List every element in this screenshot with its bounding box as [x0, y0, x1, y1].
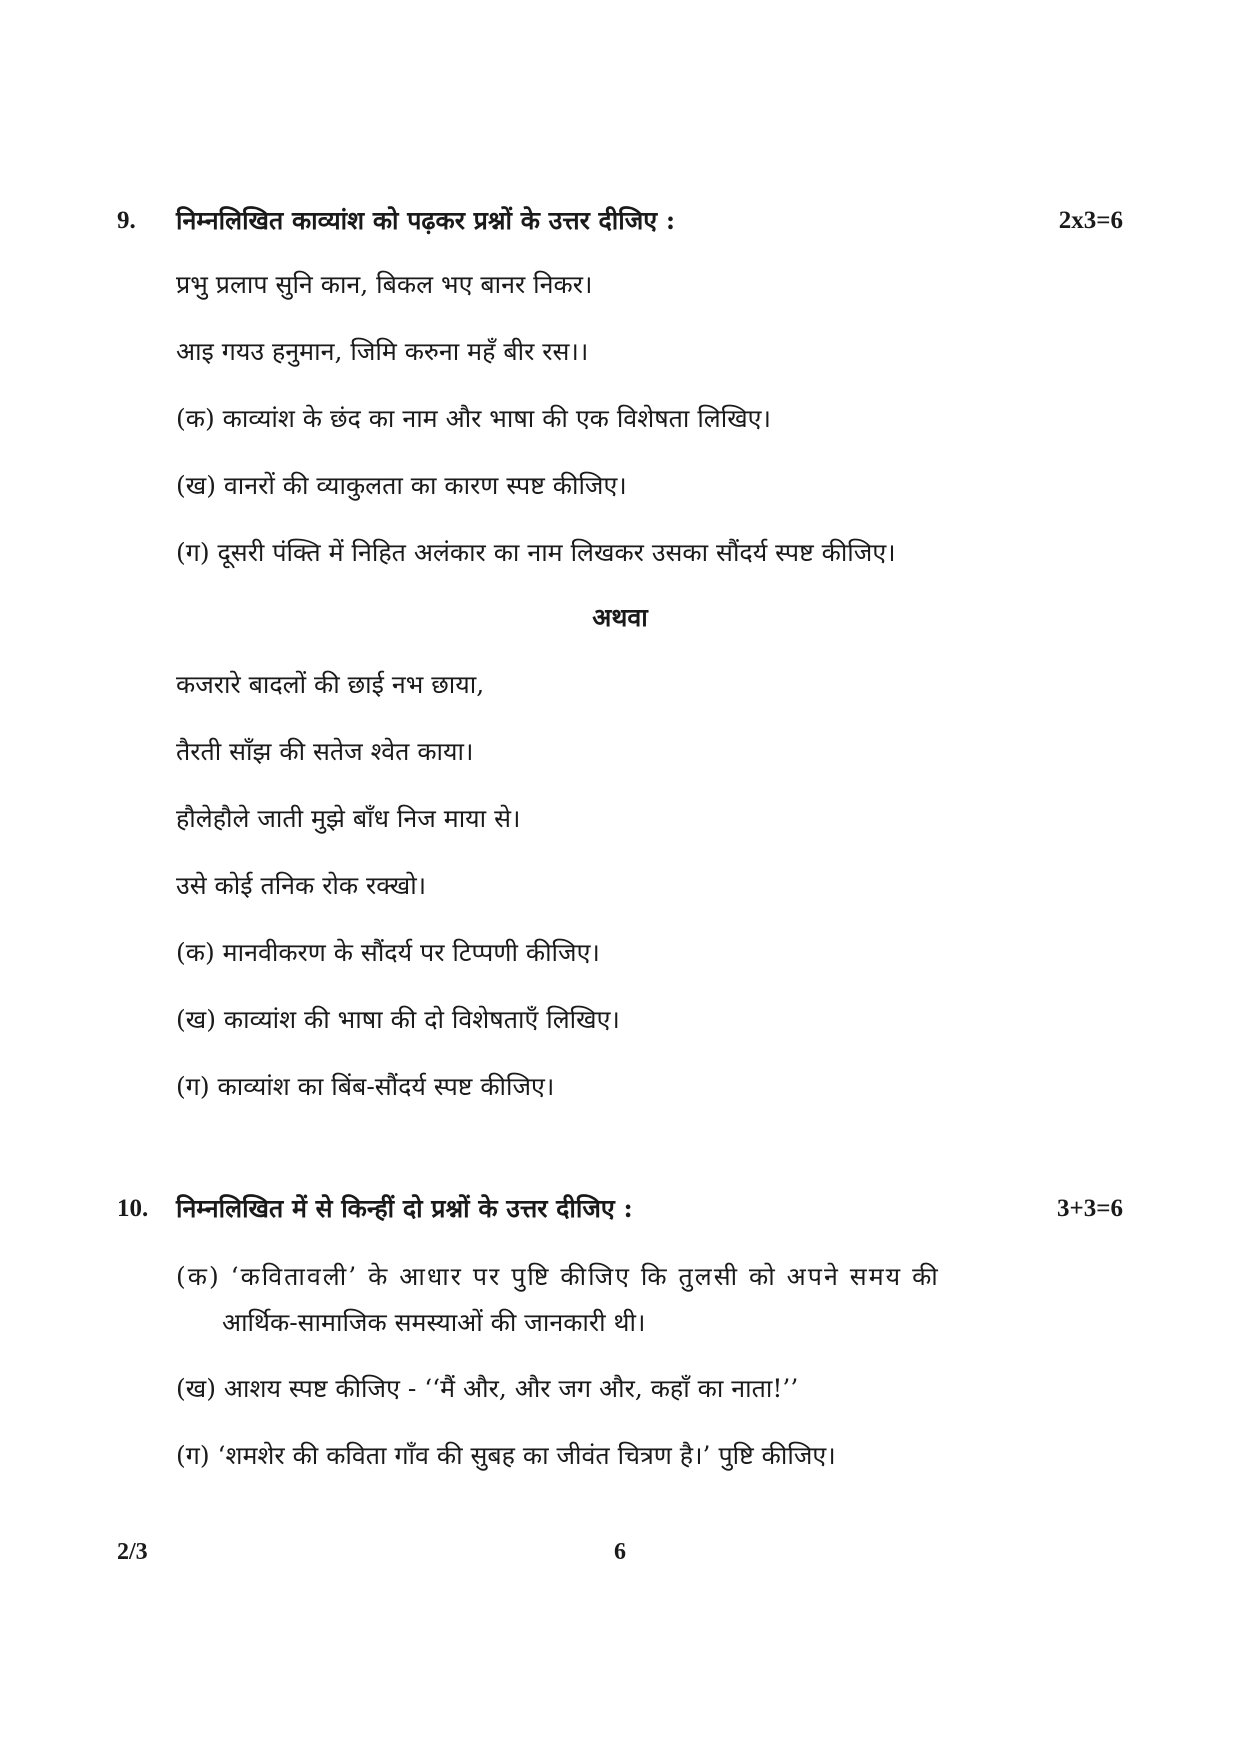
- question-10-number: 10.: [117, 1195, 149, 1222]
- paper-code: 2/3: [117, 1539, 148, 1565]
- poem-a-line-2: आइ गयउ हनुमान, जिमि करुना महँ बीर रस।।: [176, 337, 589, 366]
- question-9b-kha: (ख) काव्यांश की भाषा की दो विशेषताएँ लिखिए।: [176, 1005, 620, 1034]
- question-9-marks: 2x3=6: [1058, 207, 1123, 234]
- question-10-marks: 3+3=6: [1057, 1195, 1123, 1222]
- question-9a-kha: (ख) वानरों की व्याकुलता का कारण स्पष्ट कीजिए।: [176, 471, 627, 500]
- question-9a-ga: (ग) दूसरी पंक्ति में निहित अलंकार का नाम लिखकर उसका सौंदर्य स्पष्ट कीजिए।: [176, 538, 896, 567]
- question-10-heading: निम्नलिखित में से किन्हीं दो प्रश्नों के उत्तर दीजिए :: [176, 1194, 633, 1223]
- question-10-ka-line-1: (क) ‘कवितावली’ के आधार पर पुष्टि कीजिए कि तुलसी को अपने समय की: [176, 1262, 940, 1291]
- poem-b-line-3: हौलेहौले जाती मुझे बाँध निज माया से।: [176, 804, 521, 833]
- or-label: अथवा: [592, 603, 648, 632]
- question-10-ka-line-2: आर्थिक-सामाजिक समस्याओं की जानकारी थी।: [222, 1308, 646, 1337]
- poem-a-line-1: प्रभु प्रलाप सुनि कान, बिकल भए बानर निकर।: [176, 270, 593, 299]
- page-number: 6: [614, 1539, 626, 1565]
- poem-b-line-1: कजरारे बादलों की छाई नभ छाया,: [176, 670, 485, 699]
- question-10-ga: (ग) ‘शमशेर की कविता गाँव की सुबह का जीवंत चित्रण है।’ पुष्टि कीजिए।: [176, 1441, 836, 1470]
- question-9b-ga: (ग) काव्यांश का बिंब-सौंदर्य स्पष्ट कीजिए।: [176, 1072, 555, 1101]
- poem-b-line-4: उसे कोई तनिक रोक रक्खो।: [176, 871, 427, 900]
- question-9-heading: निम्नलिखित काव्यांश को पढ़कर प्रश्नों के उत्तर दीजिए :: [176, 206, 676, 235]
- question-9a-ka: (क) काव्यांश के छंद का नाम और भाषा की एक विशेषता लिखिए।: [176, 404, 771, 433]
- poem-b-line-2: तैरती साँझ की सतेज श्वेत काया।: [176, 737, 474, 766]
- question-10-kha: (ख) आशय स्पष्ट कीजिए - ‘‘मैं और, और जग और, कहाँ का नाता!’’: [176, 1374, 799, 1403]
- question-9-number: 9.: [117, 207, 136, 234]
- question-9b-ka: (क) मानवीकरण के सौंदर्य पर टिप्पणी कीजिए।: [176, 938, 600, 967]
